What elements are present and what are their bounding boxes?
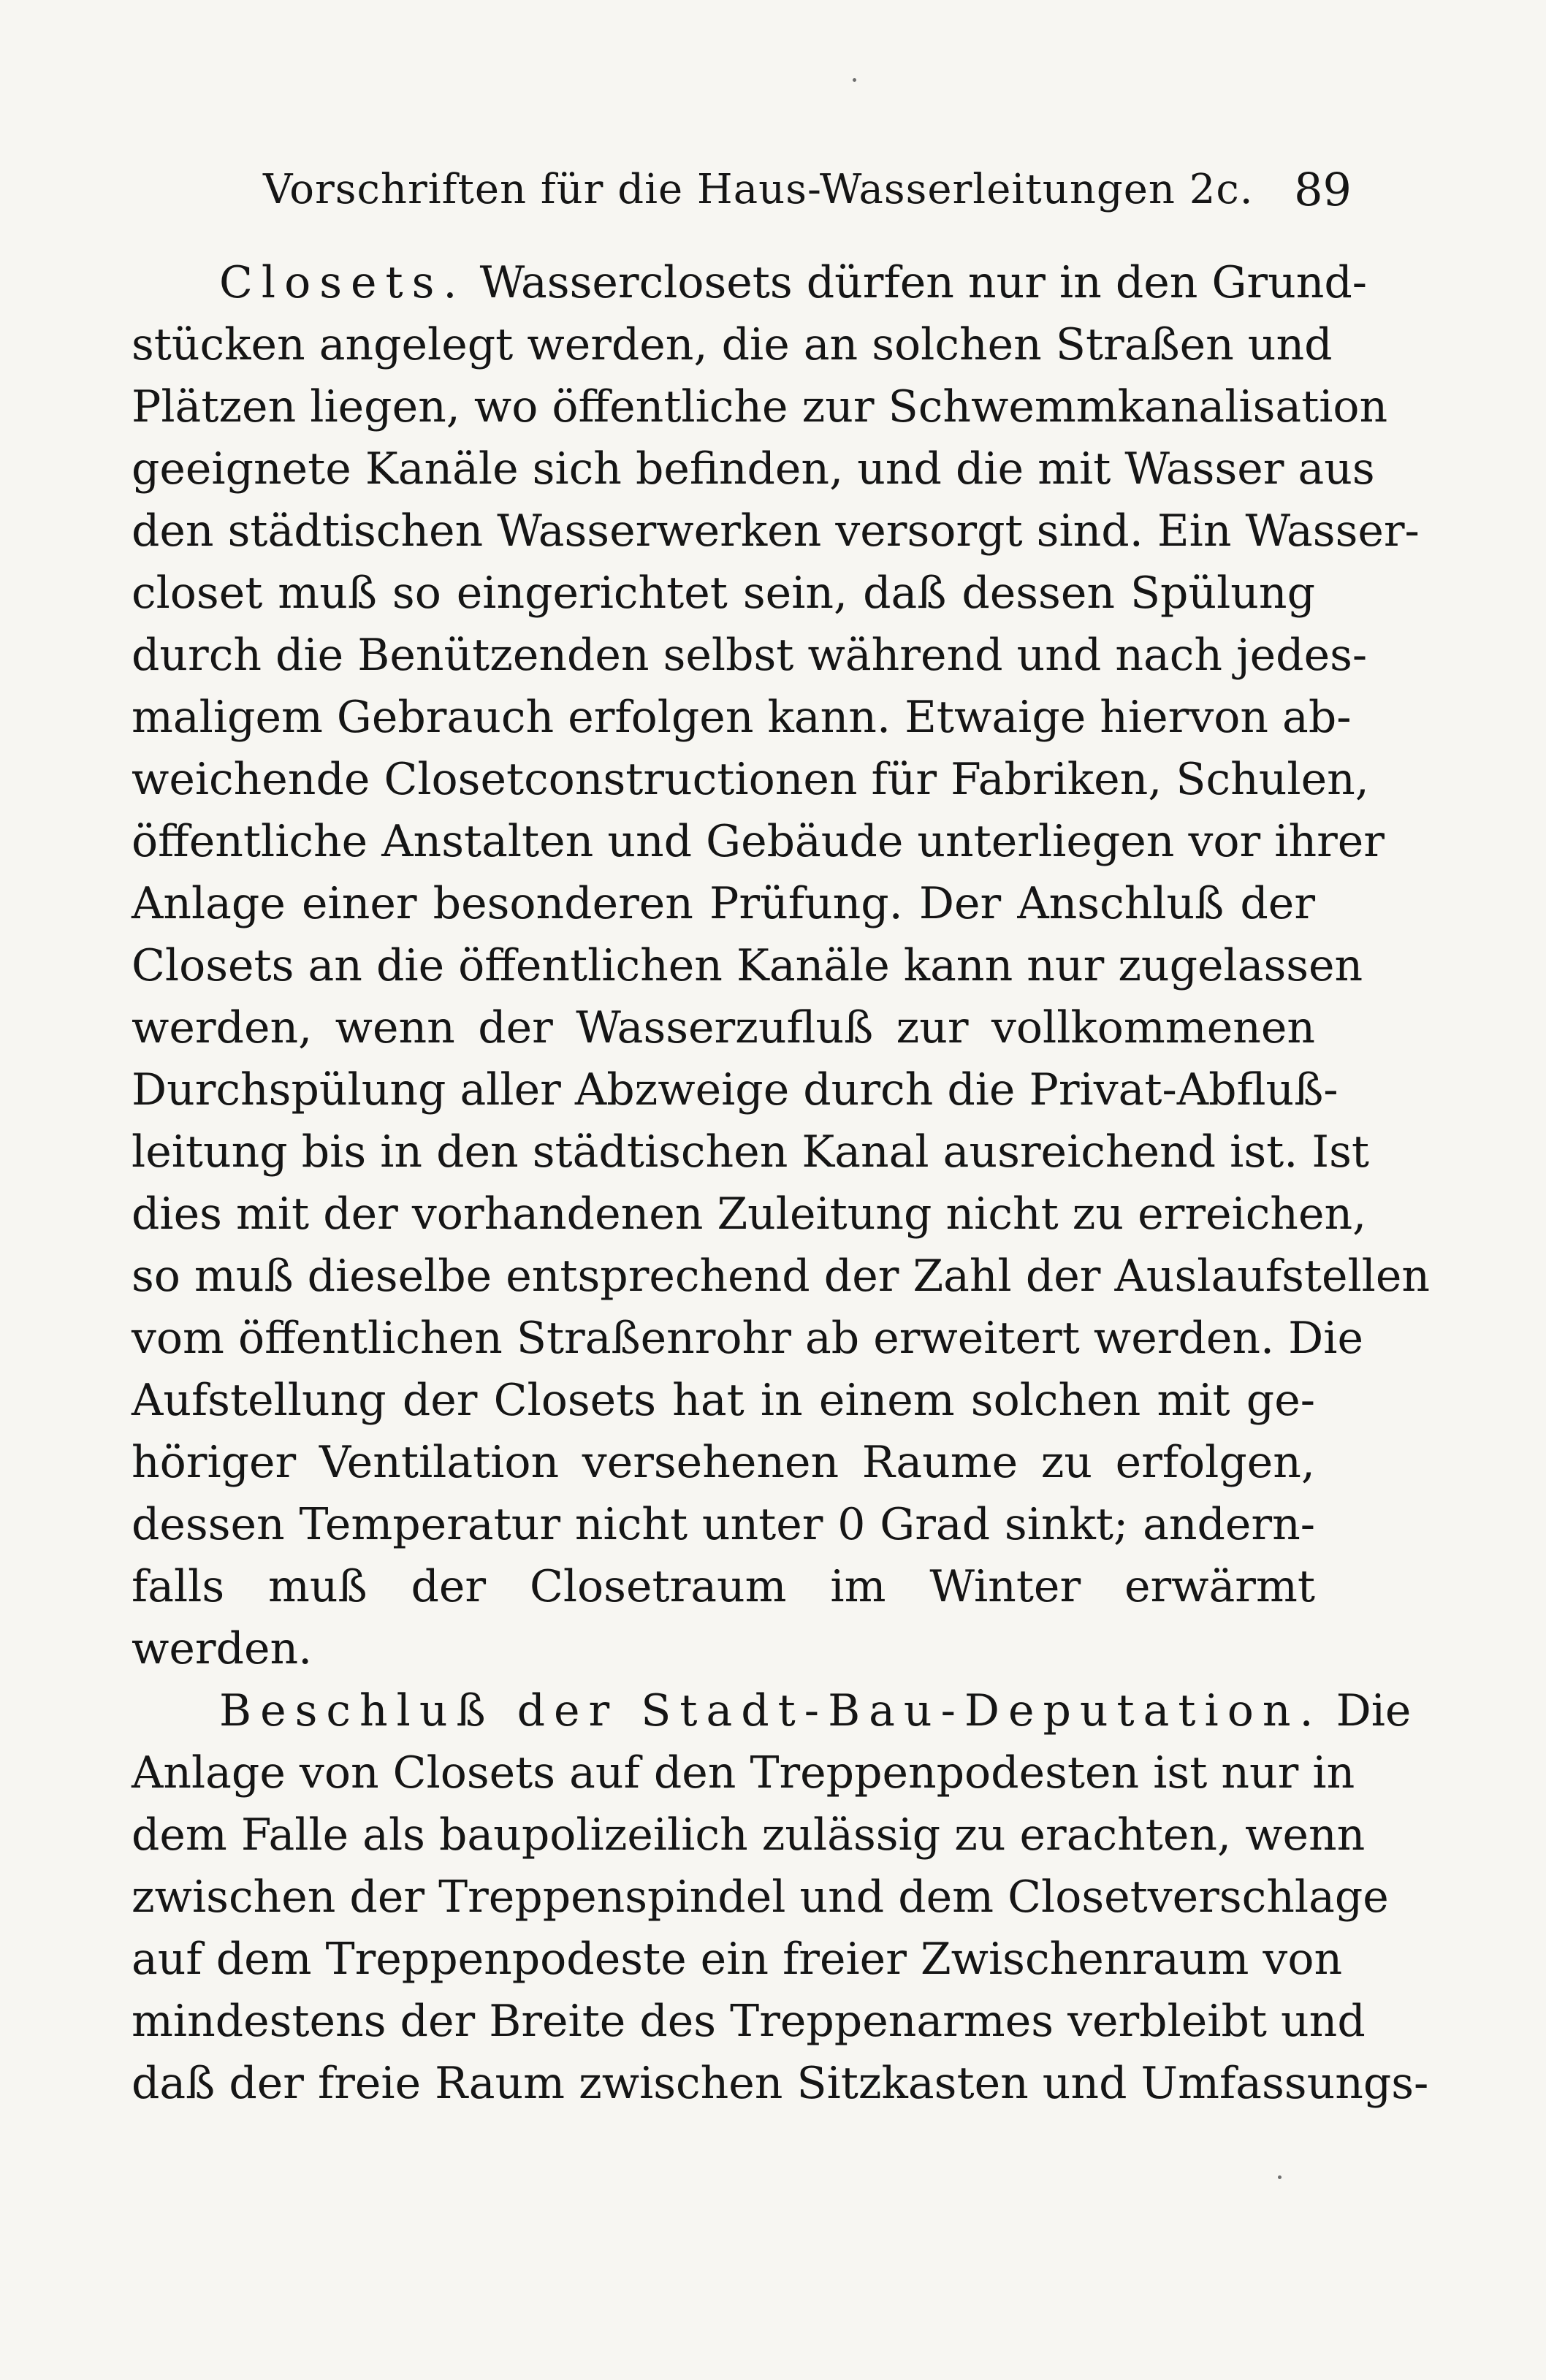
text-line: auf dem Treppenpodeste ein freier Zwischenraum von [132,1934,1343,1985]
running-head [219,153,1359,226]
text-line: Anlage von Closets auf den Treppenpodesten ist nur in [132,1747,1355,1799]
text-line: dessen Temperatur nicht unter 0 Grad sinkt; andern- [132,1499,1315,1550]
line-text: Die [1322,1685,1412,1736]
page-number: 89 [1294,163,1352,216]
text-line: Durchspülung aller Abzweige durch die Privat-Abfluß- [132,1064,1339,1115]
paragraph-beschluss [132,1680,1429,2115]
text-line: Aufstellung der Closets hat in einem solchen mit ge- [132,1375,1315,1426]
text-line: mindestens der Breite des Treppenarmes verbleibt und [132,1996,1366,2047]
text-line: Anlage einer besonderen Prüfung. Der Anschluß der [132,878,1315,929]
text-line: stücken angelegt werden, die an solchen Straßen und [132,319,1333,370]
text-line: falls muß der Closetraum im Winter erwärmt [132,1561,1315,1612]
text-line: vom öffentlichen Straßenrohr ab erweitert werden. Die [132,1313,1363,1364]
ink-speck [853,78,856,82]
text-line [132,1680,1412,1742]
text-line: werden. [132,1623,313,1674]
text-line: weichende Closetconstructionen für Fabriken, Schulen, [132,754,1369,805]
text-line: Closets an die öffentlichen Kanäle kann nur zugelassen [132,940,1363,991]
text-line: höriger Ventilation versehenen Raume zu erfolgen, [132,1437,1315,1488]
text-line: leitung bis in den städtischen Kanal ausreichend ist. Ist [132,1126,1369,1178]
text-line: öffentliche Anstalten und Gebäude unterliegen vor ihrer [132,816,1385,867]
text-line: den städtischen Wasserwerken versorgt sind. Ein Wasser- [132,506,1420,557]
text-line: daß der freie Raum zwischen Sitzkasten und Umfassungs- [132,2058,1429,2109]
text-line [132,252,1368,314]
section-lead-closets: Closets. [219,257,466,308]
text-line: Plätzen liegen, wo öffentliche zur Schwemmkanalisation [132,381,1388,432]
line-text: Wasserclosets dürfen nur in den Grund- [465,257,1368,308]
text-line: werden, wenn der Wasserzufluß zur vollkommenen [132,1002,1315,1053]
text-line: dies mit der vorhandenen Zuleitung nicht zu erreichen, [132,1189,1367,1240]
section-lead-beschluss: Beschluß der Stadt-Bau-Deputation. [219,1685,1322,1736]
text-line: maligem Gebrauch erfolgen kann. Etwaige hiervon ab- [132,692,1352,743]
running-title: Vorschriften für die Haus-Wasserleitungen 2c. [263,166,1254,213]
text-line: so muß dieselbe entsprechend der Zahl der Auslaufstellen [132,1251,1431,1302]
text-line: dem Falle als baupolizeilich zulässig zu erachten, wenn [132,1809,1366,1861]
body-text [132,252,1431,2115]
paragraph-closets [132,252,1431,1680]
text-line: durch die Benützenden selbst während und nach jedes- [132,630,1368,681]
text-line: geeignete Kanäle sich befinden, und die mit Wasser aus [132,443,1375,495]
text-line: closet muß so eingerichtet sein, daß dessen Spülung [132,568,1315,619]
ink-speck [1278,2175,1282,2179]
text-line: zwischen der Treppenspindel und dem Closetverschlage [132,1872,1389,1923]
